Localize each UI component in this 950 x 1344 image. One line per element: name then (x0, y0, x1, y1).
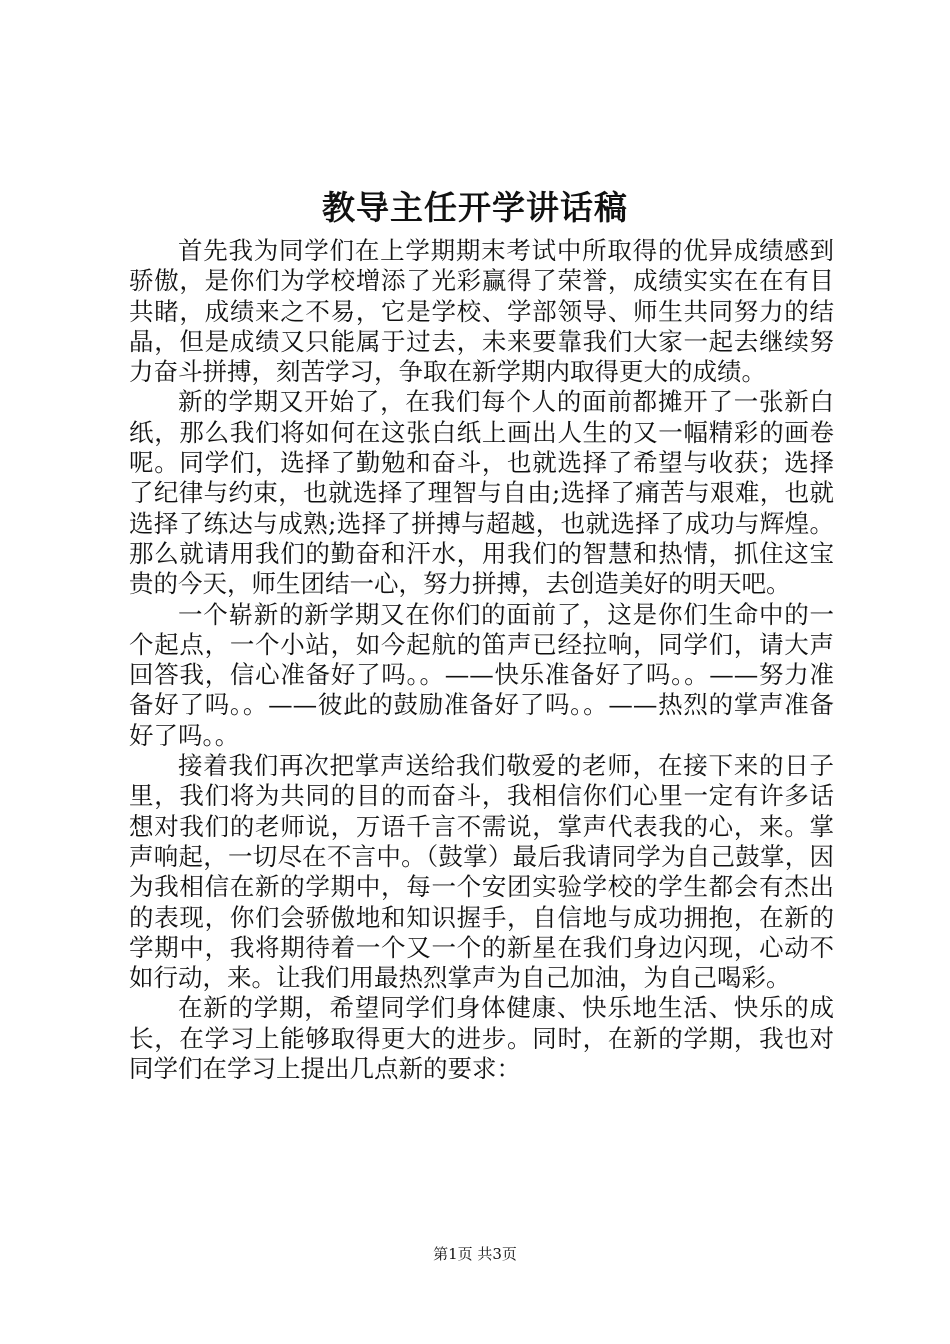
paragraph: 一个崭新的新学期又在你们的面前了，这是你们生命中的一个起点，一个小站，如今起航的笛声已经拉响，同学们，请大声回答我，信心准备好了吗。。——快乐准备好了吗。。——努力准备好了吗。。——彼此的鼓励准备好了吗。。——热烈的掌声准备好了吗。。 (129, 599, 834, 750)
paragraph: 在新的学期，希望同学们身体健康、快乐地生活、快乐的成长，在学习上能够取得更大的进步。同时，在新的学期，我也对同学们在学习上提出几点新的要求： (129, 993, 834, 1084)
page-number-footer: 第1页 共3页 (433, 1245, 517, 1263)
document-body (129, 236, 834, 1084)
paragraph: 接着我们再次把掌声送给我们敬爱的老师，在接下来的日子里，我们将为共同的目的而奋斗，我相信你们心里一定有许多话想对我们的老师说，万语千言不需说，掌声代表我的心，来。掌声响起，一切尽在不言中。（鼓掌）最后我请同学为自己鼓掌，因为我相信在新的学期中，每一个安团实验学校的学生都会有杰出的表现，你们会骄傲地和知识握手，自信地与成功拥抱，在新的学期中，我将期待着一个又一个的新星在我们身边闪现，心动不如行动，来。让我们用最热烈掌声为自己加油，为自己喝彩。 (129, 751, 834, 993)
paragraph: 首先我为同学们在上学期期末考试中所取得的优异成绩感到骄傲，是你们为学校增添了光彩赢得了荣誉，成绩实实在在有目共睹，成绩来之不易，它是学校、学部领导、师生共同努力的结晶，但是成绩又只能属于过去，未来要靠我们大家一起去继续努力奋斗拼搏，刻苦学习，争取在新学期内取得更大的成绩。 (129, 236, 834, 387)
document-title: 教导主任开学讲话稿 (322, 188, 628, 227)
paragraph: 新的学期又开始了，在我们每个人的面前都摊开了一张新白纸，那么我们将如何在这张白纸上画出人生的又一幅精彩的画卷呢。同学们，选择了勤勉和奋斗，也就选择了希望与收获；选择了纪律与约束，也就选择了理智与自由;选择了痛苦与艰难，也就选择了练达与成熟;选择了拼搏与超越，也就选择了成功与辉煌。那么就请用我们的勤奋和汗水，用我们的智慧和热情，抓住这宝贵的今天，师生团结一心，努力拼搏，去创造美好的明天吧。 (129, 387, 834, 599)
